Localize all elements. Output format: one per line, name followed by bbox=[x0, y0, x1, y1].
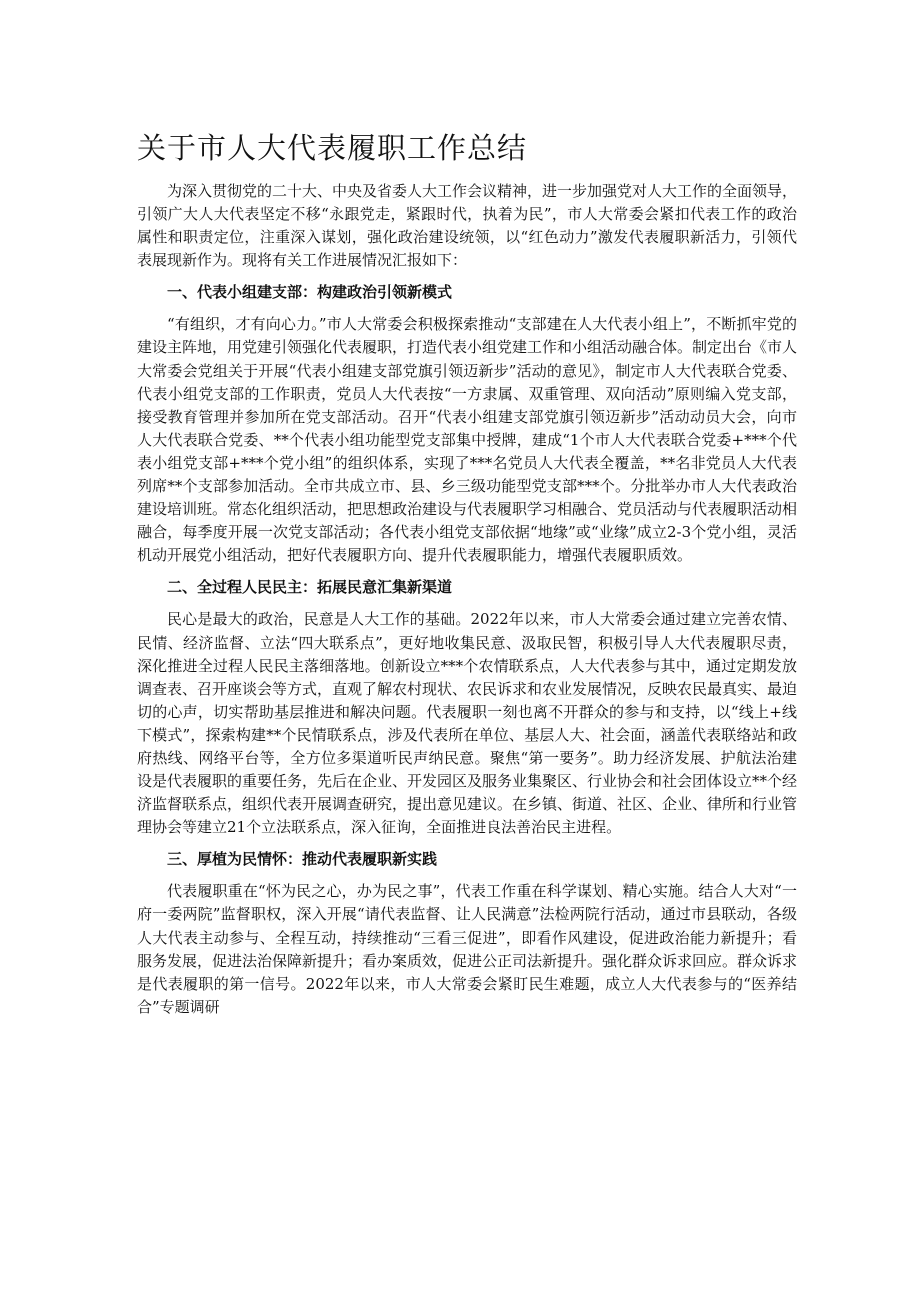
section-heading-1: 一、代表小组建支部：构建政治引领新模式 bbox=[167, 283, 453, 302]
document-title: 关于市人大代表履职工作总结 bbox=[137, 131, 528, 165]
document-body bbox=[137, 180, 797, 1019]
section-body-3: 代表履职重在“怀为民之心，办为民之事”，代表工作重在科学谋划、精心实施。结合人大对“一府一委两院”监督职权，深入开展“请代表监督、让人民满意”法检两院行活动，通过市县联动，各级人大代表主动参与、全程互动，持续推动“三看三促进”，即看作风建设，促进政治能力新提升；看服务发展，促进法治保障新提升；看办案质效，促进公正司法新提升。强化群众诉求回应。群众诉求是代表履职的第一信号。2022年以来，市人大常委会紧盯民生难题，成立人大代表参与的“医养结合”专题调研 bbox=[137, 882, 798, 1016]
section-body-1: “有组织，才有向心力。”市人大常委会积极探索推动“支部建在人大代表小组上”，不断抓牢党的建设主阵地，用党建引领强化代表履职，打造代表小组党建工作和小组活动融合体。制定出台《市人大常委会党组关于开展“代表小组建支部党旗引领迈新步”活动的意见》，制定市人大代表联合党委、代表小组党支部的工作职责，党员人大代表按“一方隶属、双重管理、双向活动”原则编入党支部，接受教育管理并参加所在党支部活动。召开“代表小组建支部党旗引领迈新步”活动动员大会，向市人大代表联合党委、**个代表小组功能型党支部集中授牌，建成“1个市人大代表联合党委+***个代表小组党支部+***个党小组”的组织体系，实现了***名党员人大代表全覆盖，**名非党员人大代表列席**个支部参加活动。全市共成立市、县、乡三级功能型党支部***个。分批举办市人大代表政治建设培训班。常态化组织活动，把思想政治建设与代表履职学习相融合、党员活动与代表履职活动相融合，每季度开展一次党支部活动；各代表小组党支部依据“地缘”或“业缘”成立2-3个党小组，灵活机动开展党小组活动，把好代表履职方向、提升代表履职能力，增强代表履职质效。 bbox=[137, 315, 798, 565]
intro-paragraph: 为深入贯彻党的二十大、中央及省委人大工作会议精神，进一步加强党对人大工作的全面领导，引领广大人大代表坚定不移“永跟党走，紧跟时代，执着为民”，市人大常委会紧扣代表工作的政治属性和职责定位，注重深入谋划，强化政治建设统领，以“红色动力”激发代表履职新活力，引领代表展现新作为。现将有关工作进展情况汇报如下： bbox=[137, 182, 798, 270]
section-heading-2: 二、全过程人民民主：拓展民意汇集新渠道 bbox=[167, 578, 453, 597]
section-body-2: 民心是最大的政治，民意是人大工作的基础。2022年以来，市人大常委会通过建立完善农情、民情、经济监督、立法“四大联系点”，更好地收集民意、汲取民智，积极引导人大代表履职尽责，深化推进全过程人民民主落细落地。创新设立***个农情联系点，人大代表参与其中，通过定期发放调查表、召开座谈会等方式，直观了解农村现状、农民诉求和农业发展情况，反映农民最真实、最迫切的心声，切实帮助基层推进和解决问题。代表履职一刻也离不开群众的参与和支持，以“线上+线下模式”，探索构建**个民情联系点，涉及代表所在单位、基层人大、社会面，涵盖代表联络站和政府热线、网络平台等，全方位多渠道听民声纳民意。聚焦“第一要务”。助力经济发展、护航法治建设是代表履职的重要任务，先后在企业、开发园区及服务业集聚区、行业协会和社会团体设立**个经济监督联系点，组织代表开展调查研究，提出意见建议。在乡镇、街道、社区、企业、律所和行业管理协会等建立21个立法联系点，深入征询，全面推进良法善治民主进程。 bbox=[137, 610, 798, 837]
section-heading-3: 三、厚植为民情怀：推动代表履职新实践 bbox=[167, 850, 438, 869]
